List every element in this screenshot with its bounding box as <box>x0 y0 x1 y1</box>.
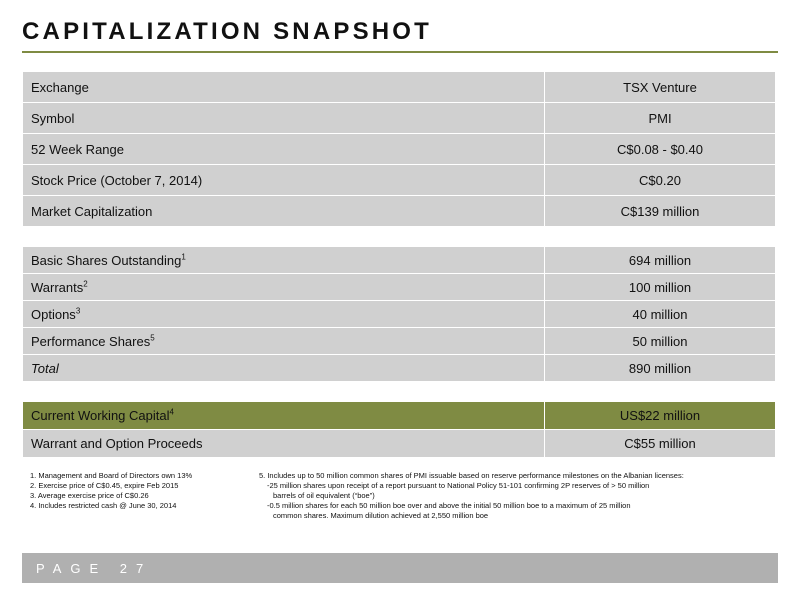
row-label <box>23 247 545 274</box>
row-label-text: Warrants <box>31 279 84 295</box>
row-label <box>23 301 545 328</box>
table-row <box>23 328 776 355</box>
title-underline <box>22 51 778 53</box>
row-value: PMI <box>545 103 776 134</box>
footer-bar <box>22 553 778 583</box>
footnote: 4. Includes restricted cash @ June 30, 2014 <box>30 501 177 510</box>
row-label: Exchange <box>23 72 545 103</box>
row-value: US$22 million <box>545 402 776 430</box>
row-label: Warrant and Option Proceeds <box>23 430 545 458</box>
row-label-text: Current Working Capital <box>31 408 170 423</box>
table-row <box>23 196 776 227</box>
row-label <box>23 402 545 430</box>
footnote-line: common shares. Maximum dilution achieved at 2,550 million boe <box>273 511 489 520</box>
row-label: Market Capitalization <box>23 196 545 227</box>
footnote-ref: 1 <box>181 252 186 262</box>
row-label: Symbol <box>23 103 545 134</box>
row-label <box>23 328 545 355</box>
footnote-line: -0.5 million shares for each 50 million boe over and above the initial 50 million boe to a maximum of 25 million <box>267 501 631 510</box>
table-row-total <box>23 355 776 382</box>
row-label <box>23 274 545 301</box>
table-row <box>23 274 776 301</box>
footnotes-left <box>30 471 192 511</box>
page-number: PAGE 27 <box>36 561 153 576</box>
footnote-ref: 2 <box>83 279 88 289</box>
footnote-line: -25 million shares upon receipt of a report pursuant to National Policy 51-101 confirming 2P reserves of > 50 million <box>267 481 650 490</box>
table-row <box>23 103 776 134</box>
table-row <box>23 72 776 103</box>
row-value: 694 million <box>545 247 776 274</box>
capital-table <box>22 401 776 458</box>
table-row <box>23 247 776 274</box>
table-row <box>23 430 776 458</box>
shares-table <box>22 246 776 382</box>
row-label-text: Performance Shares <box>31 333 151 349</box>
footnote-ref: 3 <box>75 306 81 316</box>
row-label: Total <box>23 355 545 382</box>
row-value: C$139 million <box>545 196 776 227</box>
table-row <box>23 301 776 328</box>
row-value: 40 million <box>545 301 776 328</box>
row-label: Stock Price (October 7, 2014) <box>23 165 545 196</box>
market-info-table <box>22 71 776 227</box>
table-row-highlighted <box>23 402 776 430</box>
row-value: C$0.20 <box>545 165 776 196</box>
footnote-ref: 5 <box>150 333 155 343</box>
footnote: 1. Management and Board of Directors own 13% <box>30 471 193 480</box>
footnote-line: 5. Includes up to 50 million common shares of PMI issuable based on reserve performance milestones on the Albanian licenses: <box>259 471 684 480</box>
page-title: CAPITALIZATION SNAPSHOT <box>22 18 433 45</box>
table-row <box>23 165 776 196</box>
row-label-text: Options <box>31 306 76 322</box>
footnote-ref: 4 <box>169 407 174 417</box>
row-value: 890 million <box>545 355 776 382</box>
footnote: 3. Average exercise price of C$0.26 <box>30 491 149 500</box>
row-label-text: Basic Shares Outstanding <box>31 252 182 268</box>
row-value: C$55 million <box>545 430 776 458</box>
row-value: TSX Venture <box>545 72 776 103</box>
footnote: 2. Exercise price of C$0.45, expire Feb 2015 <box>30 481 179 490</box>
table-row <box>23 134 776 165</box>
row-value: 50 million <box>545 328 776 355</box>
row-value: 100 million <box>545 274 776 301</box>
footnote-5 <box>259 471 684 521</box>
row-value: C$0.08 - $0.40 <box>545 134 776 165</box>
footnote-line: barrels of oil equivalent (“boe”) <box>273 491 375 500</box>
row-label: 52 Week Range <box>23 134 545 165</box>
